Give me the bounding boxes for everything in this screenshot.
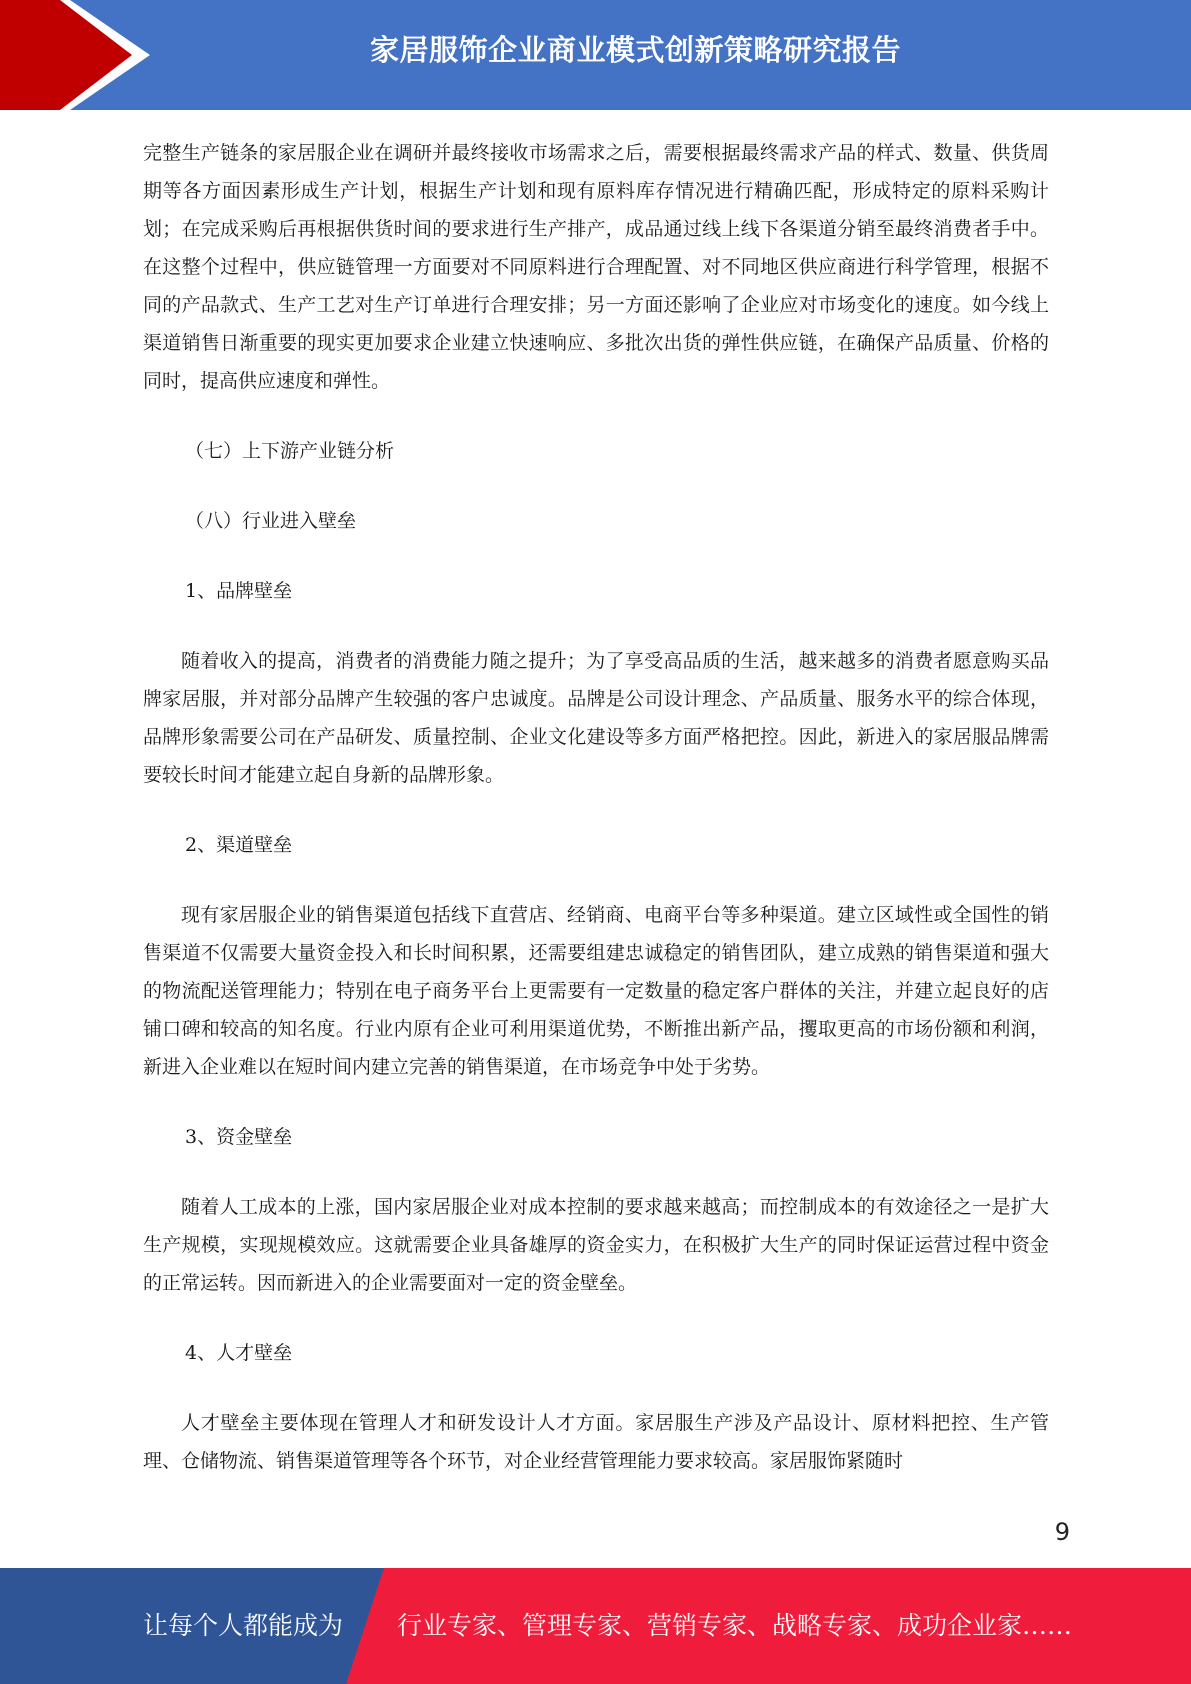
page-header	[0, 0, 1191, 110]
paragraph-talent-barrier: 人才壁垒主要体现在管理人才和研发设计人才方面。家居服生产涉及产品设计、原材料把控、生产管理、仓储物流、销售渠道管理等各个环节，对企业经营管理能力要求较高。家居服饰紧随时	[143, 1412, 1049, 1472]
footer-slogan-left: 让每个人都能成为	[143, 1611, 344, 1640]
document-body	[143, 134, 1049, 1480]
subheading-brand-barrier: 1、品牌壁垒	[185, 580, 293, 602]
section-heading-entry-barriers: （八）行业进入壁垒	[185, 510, 357, 532]
section-heading-upstream-downstream: （七）上下游产业链分析	[185, 440, 395, 462]
report-title: 家居服饰企业商业模式创新策略研究报告	[369, 33, 901, 67]
footer-slogan-right: 行业专家、管理专家、营销专家、战略专家、成功企业家……	[397, 1611, 1073, 1640]
subheading-channel-barrier: 2、渠道壁垒	[185, 834, 293, 856]
subheading-talent-barrier: 4、人才壁垒	[185, 1342, 293, 1364]
paragraph-supply-chain: 完整生产链条的家居服企业在调研并最终接收市场需求之后，需要根据最终需求产品的样式、数量、供货周期等各方面因素形成生产计划，根据生产计划和现有原料库存情况进行精确匹配，形成特定的原料采购计划；在完成采购后再根据供货时间的要求进行生产排产，成品通过线上线下各渠道分销至最终消费者手中。在这整个过程中，供应链管理一方面要对不同原料进行合理配置、对不同地区供应商进行科学管理，根据不同的产品款式、生产工艺对生产订单进行合理安排；另一方面还影响了企业应对市场变化的速度。如今线上渠道销售日渐重要的现实更加要求企业建立快速响应、多批次出货的弹性供应链，在确保产品质量、价格的同时，提高供应速度和弹性。	[143, 142, 1049, 392]
paragraph-channel-barrier: 现有家居服企业的销售渠道包括线下直营店、经销商、电商平台等多种渠道。建立区域性或全国性的销售渠道不仅需要大量资金投入和长时间积累，还需要组建忠诚稳定的销售团队，建立成熟的销售渠道和强大的物流配送管理能力；特别在电子商务平台上更需要有一定数量的稳定客户群体的关注，并建立起良好的店铺口碑和较高的知名度。行业内原有企业可利用渠道优势，不断推出新产品，攫取更高的市场份额和利润，新进入企业难以在短时间内建立完善的销售渠道，在市场竞争中处于劣势。	[143, 904, 1049, 1078]
paragraph-capital-barrier: 随着人工成本的上涨，国内家居服企业对成本控制的要求越来越高；而控制成本的有效途径之一是扩大生产规模，实现规模效应。这就需要企业具备雄厚的资金实力，在积极扩大生产的同时保证运营过程中资金的正常运转。因而新进入的企业需要面对一定的资金壁垒。	[143, 1196, 1049, 1294]
page-number: 9	[1054, 1518, 1070, 1546]
subheading-capital-barrier: 3、资金壁垒	[185, 1126, 293, 1148]
paragraph-brand-barrier: 随着收入的提高，消费者的消费能力随之提升；为了享受高品质的生活，越来越多的消费者愿意购买品牌家居服，并对部分品牌产生较强的客户忠诚度。品牌是公司设计理念、产品质量、服务水平的综合体现，品牌形象需要公司在产品研发、质量控制、企业文化建设等多方面严格把控。因此，新进入的家居服品牌需要较长时间才能建立起自身新的品牌形象。	[143, 650, 1049, 786]
page-footer	[0, 1568, 1191, 1684]
